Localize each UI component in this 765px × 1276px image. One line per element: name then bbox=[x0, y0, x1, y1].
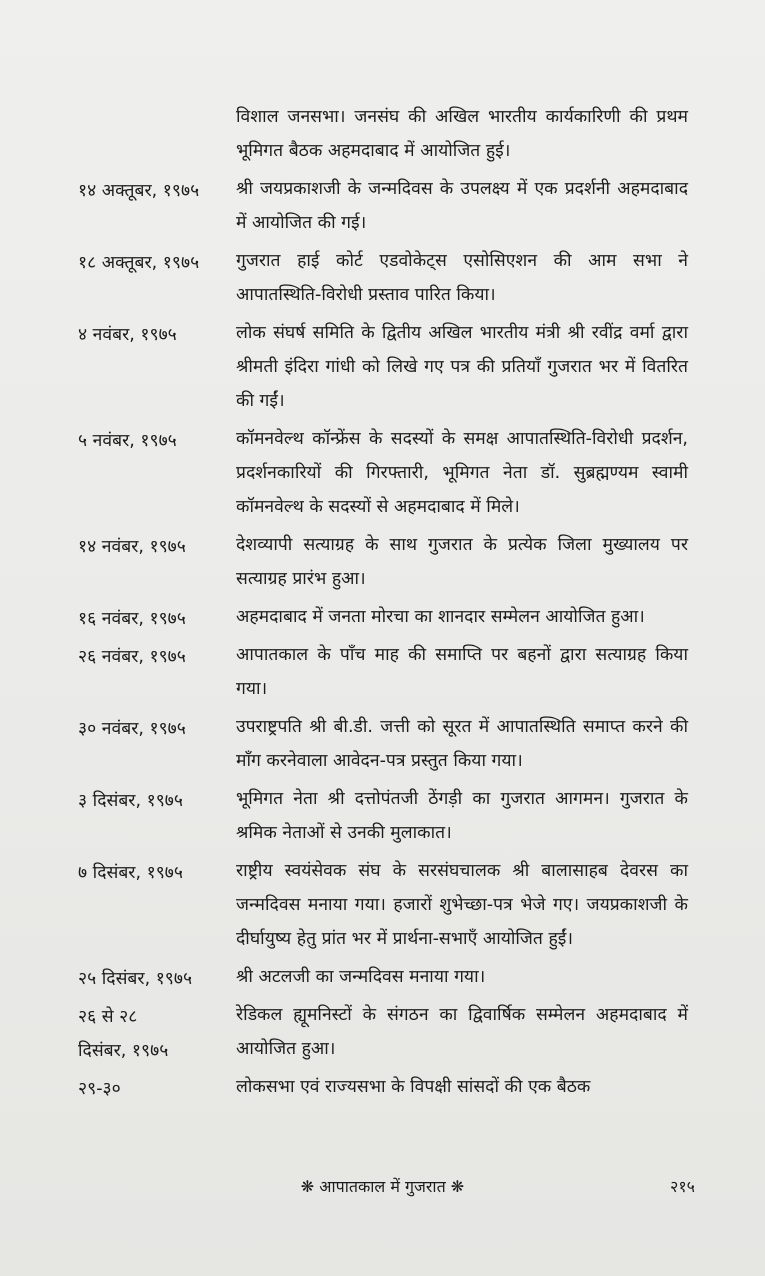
chronology-entry bbox=[0, 528, 765, 600]
chronology-entry bbox=[0, 710, 765, 782]
entry-date: १४ अक्तूबर, १९७५ bbox=[78, 181, 200, 201]
entry-text: कॉमनवेल्थ कॉन्फ्रेंस के सदस्यों के समक्ष आपातस्थिति-विरोधी प्रदर्शन, प्रदर्शनकारियों की गिरफ्तारी, भूमिगत नेता डॉ. सुब्रह्मण्यम स्वामी कॉमनवेल्थ के सदस्यों से अहमदाबाद में मिले। bbox=[236, 429, 688, 517]
entry-text: लोक संघर्ष समिति के द्वितीय अखिल भारतीय मंत्री श्री रवींद्र वर्मा द्वारा श्रीमती इंदिरा गांधी को लिखे गए पत्र की प्रतियाँ गुजरात भर में वितरित की गईं। bbox=[236, 323, 688, 411]
chronology-entry bbox=[0, 600, 765, 638]
chronology-entry bbox=[0, 854, 765, 960]
entry-date: २५ दिसंबर, १९७५ bbox=[78, 969, 193, 989]
entry-text: भूमिगत नेता श्री दत्तोपंतजी ठेंगड़ी का गुजरात आगमन। गुजरात के श्रमिक नेताओं से उनकी मुलाकात। bbox=[236, 789, 688, 843]
entry-date: १६ नवंबर, १९७५ bbox=[78, 609, 186, 629]
entry-text: उपराष्ट्रपति श्री बी.डी. जत्ती को सूरत में आपातस्थिति समाप्त करने की माँग करनेवाला आवेदन-पत्र प्रस्तुत किया गया। bbox=[236, 717, 688, 771]
entry-date: १४ नवंबर, १९७५ bbox=[78, 537, 186, 557]
entry-text: विशाल जनसभा। जनसंघ की अखिल भारतीय कार्यकारिणी की प्रथम भूमिगत बैठक अहमदाबाद में आयोजित हुई। bbox=[236, 107, 688, 161]
entry-date: ५ नवंबर, १९७५ bbox=[78, 431, 177, 451]
entry-date: २९-३० bbox=[78, 1079, 121, 1099]
entry-text: लोकसभा एवं राज्यसभा के विपक्षी सांसदों की एक बैठक bbox=[236, 1077, 591, 1097]
entry-text: अहमदाबाद में जनता मोरचा का शानदार सम्मेलन आयोजित हुआ। bbox=[236, 607, 645, 627]
chronology-entry bbox=[0, 998, 765, 1070]
chronology-entry bbox=[0, 782, 765, 854]
entry-text: आपातकाल के पाँच माह की समाप्ति पर बहनों द्वारा सत्याग्रह किया गया। bbox=[236, 645, 688, 699]
running-footer-title: ❋ आपातकाल में गुजरात ❋ bbox=[300, 1177, 465, 1196]
entry-date: २६ नवंबर, १९७५ bbox=[78, 647, 186, 667]
chronology-entry bbox=[0, 422, 765, 528]
chronology-entry bbox=[0, 960, 765, 998]
chronology-entry bbox=[0, 316, 765, 422]
entry-date: ४ नवंबर, १९७५ bbox=[78, 325, 177, 345]
chronology-entry bbox=[0, 244, 765, 316]
entry-date: ७ दिसंबर, १९७५ bbox=[78, 863, 183, 883]
entry-date: १८ अक्तूबर, १९७५ bbox=[78, 253, 200, 273]
chronology-entry bbox=[0, 1070, 765, 1108]
entry-text: रेडिकल ह्यूमनिस्टों के संगठन का द्विवार्षिक सम्मेलन अहमदाबाद में आयोजित हुआ। bbox=[236, 1005, 688, 1059]
page-number: २१५ bbox=[670, 1177, 695, 1196]
entry-text: गुजरात हाई कोर्ट एडवोकेट्स एसोसिएशन की आम सभा ने आपातस्थिति-विरोधी प्रस्ताव पारित किया। bbox=[236, 251, 688, 305]
entry-text: राष्ट्रीय स्वयंसेवक संघ के सरसंघचालक श्री बालासाहब देवरस का जन्मदिवस मनाया गया। हजारों शुभेच्छा-पत्र भेजे गए। जयप्रकाशजी के दीर्घायुष्य हेतु प्रांत भर में प्रार्थना-सभाएँ आयोजित हुईं। bbox=[236, 861, 688, 949]
chronology-entry bbox=[0, 638, 765, 710]
entry-text: देशव्यापी सत्याग्रह के साथ गुजरात के प्रत्येक जिला मुख्यालय पर सत्याग्रह प्रारंभ हुआ। bbox=[236, 535, 688, 589]
entry-date: २६ से २८ दिसंबर, १९७५ bbox=[78, 1007, 169, 1061]
entry-text: श्री जयप्रकाशजी के जन्मदिवस के उपलक्ष्य में एक प्रदर्शनी अहमदाबाद में आयोजित की गई। bbox=[236, 179, 688, 233]
chronology-entry bbox=[0, 172, 765, 244]
chronology-list bbox=[0, 100, 765, 1108]
chronology-entry bbox=[0, 100, 765, 172]
entry-date: ३ दिसंबर, १९७५ bbox=[78, 791, 183, 811]
entry-date: ३० नवंबर, १९७५ bbox=[78, 719, 186, 739]
page-footer bbox=[0, 1175, 765, 1205]
entry-text: श्री अटलजी का जन्मदिवस मनाया गया। bbox=[236, 967, 486, 987]
